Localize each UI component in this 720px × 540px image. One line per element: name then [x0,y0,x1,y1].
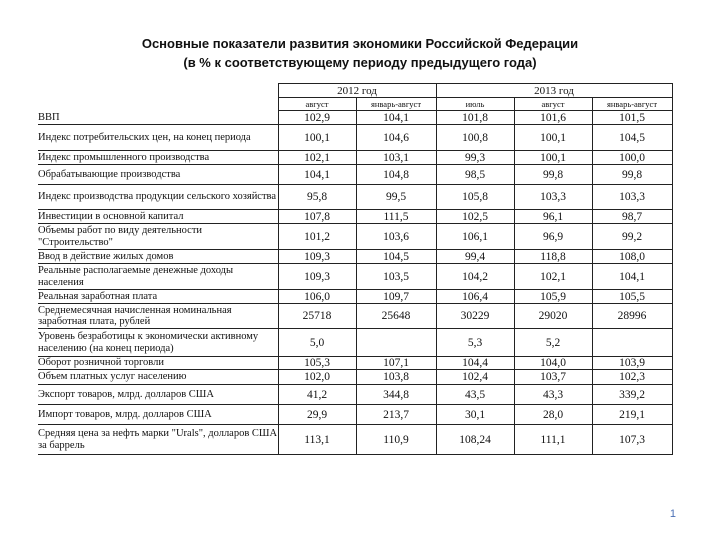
value-cell: 104,5 [592,125,672,151]
value-cell: 109,3 [278,250,356,264]
value-cell: 101,5 [592,111,672,125]
value-cell: 102,9 [278,111,356,125]
value-cell: 102,0 [278,370,356,385]
indicator-label: Реальные располагаемые денежные доходы населения [38,264,278,290]
value-cell: 219,1 [592,405,672,425]
table-row [38,125,672,151]
value-cell: 104,1 [592,264,672,290]
value-cell: 106,4 [436,290,514,304]
value-cell: 105,5 [592,290,672,304]
table-row [38,385,672,405]
value-cell: 102,1 [514,264,592,290]
value-cell: 103,6 [356,224,436,250]
value-cell: 41,2 [278,385,356,405]
value-cell: 5,2 [514,329,592,357]
value-cell: 96,1 [514,210,592,224]
indicator-label: Импорт товаров, млрд. долларов США [38,405,278,425]
page-number: 1 [669,508,676,520]
value-cell: 100,1 [514,151,592,165]
value-cell: 98,5 [436,165,514,185]
table-row [38,111,672,125]
value-cell: 102,3 [592,370,672,385]
table-row [38,264,672,290]
value-cell: 99,2 [592,224,672,250]
indicator-label: Экспорт товаров, млрд. долларов США [38,385,278,405]
indicator-label: Ввод в действие жилых домов [38,250,278,264]
value-cell: 5,3 [436,329,514,357]
indicator-label: Оборот розничной торговли [38,357,278,370]
title-line-2: (в % к соответствующему периоду предыдущего года) [183,55,537,70]
indicator-label: Реальная заработная плата [38,290,278,304]
value-cell: 104,4 [436,357,514,370]
value-cell [356,329,436,357]
table-row [38,357,672,370]
value-cell: 109,3 [278,264,356,290]
table-row [38,304,672,329]
value-cell: 102,4 [436,370,514,385]
value-cell: 113,1 [278,425,356,455]
value-cell: 104,5 [356,250,436,264]
indicator-label: Индекс потребительских цен, на конец периода [38,125,278,151]
value-cell: 102,1 [278,151,356,165]
indicator-label: Объемы работ по виду деятельности "Строительство" [38,224,278,250]
value-cell: 106,0 [278,290,356,304]
value-cell: 105,3 [278,357,356,370]
value-cell: 103,3 [514,185,592,210]
value-cell: 339,2 [592,385,672,405]
year-2013-header: 2013 год [436,84,672,98]
value-cell: 28,0 [514,405,592,425]
period-header: июль [436,98,514,111]
value-cell [592,329,672,357]
indicator-label: Индекс промышленного производства [38,151,278,165]
value-cell: 29,9 [278,405,356,425]
table-row [38,405,672,425]
table-row [38,370,672,385]
indicator-label: Индекс производства продукции сельского хозяйства [38,185,278,210]
value-cell: 95,8 [278,185,356,210]
value-cell: 103,1 [356,151,436,165]
value-cell: 107,8 [278,210,356,224]
header-corner-sub [38,98,278,111]
table-row [38,250,672,264]
table-row [38,151,672,165]
value-cell: 104,1 [356,111,436,125]
value-cell: 99,3 [436,151,514,165]
table-row [38,425,672,455]
value-cell: 107,1 [356,357,436,370]
value-cell: 103,7 [514,370,592,385]
value-cell: 213,7 [356,405,436,425]
value-cell: 100,1 [278,125,356,151]
value-cell: 104,6 [356,125,436,151]
indicator-label: Среднемесячная начисленная номинальная заработная плата, рублей [38,304,278,329]
value-cell: 29020 [514,304,592,329]
value-cell: 25718 [278,304,356,329]
value-cell: 100,1 [514,125,592,151]
indicator-label: Средняя цена за нефть марки "Urals", долларов США за баррель [38,425,278,455]
value-cell: 99,4 [436,250,514,264]
value-cell: 100,8 [436,125,514,151]
value-cell: 111,1 [514,425,592,455]
value-cell: 102,5 [436,210,514,224]
value-cell: 5,0 [278,329,356,357]
value-cell: 105,9 [514,290,592,304]
period-header: январь-август [356,98,436,111]
value-cell: 344,8 [356,385,436,405]
value-cell: 104,0 [514,357,592,370]
value-cell: 103,5 [356,264,436,290]
indicator-label: Объем платных услуг населению [38,370,278,385]
value-cell: 108,0 [592,250,672,264]
value-cell: 25648 [356,304,436,329]
value-cell: 28996 [592,304,672,329]
value-cell: 108,24 [436,425,514,455]
period-header: август [278,98,356,111]
value-cell: 30229 [436,304,514,329]
value-cell: 104,8 [356,165,436,185]
value-cell: 109,7 [356,290,436,304]
value-cell: 101,2 [278,224,356,250]
value-cell: 103,8 [356,370,436,385]
indicator-label: ВВП [38,111,278,125]
title-line-1: Основные показатели развития экономики Российской Федерации [141,36,579,51]
value-cell: 101,6 [514,111,592,125]
page-title [0,34,720,72]
indicator-label: Уровень безработицы к экономически активному населению (на конец периода) [38,329,278,357]
value-cell: 104,2 [436,264,514,290]
year-2012-header: 2012 год [278,84,436,98]
value-cell: 43,5 [436,385,514,405]
value-cell: 30,1 [436,405,514,425]
indicator-label: Обрабатывающие производства [38,165,278,185]
data-body [38,111,672,455]
value-cell: 99,5 [356,185,436,210]
header-corner [38,84,278,98]
value-cell: 101,8 [436,111,514,125]
value-cell: 106,1 [436,224,514,250]
indicator-label: Инвестиции в основной капитал [38,210,278,224]
value-cell: 111,5 [356,210,436,224]
value-cell: 107,3 [592,425,672,455]
period-header: январь-август [592,98,672,111]
value-cell: 104,1 [278,165,356,185]
table-row [38,165,672,185]
value-cell: 96,9 [514,224,592,250]
value-cell: 103,9 [592,357,672,370]
table-row [38,290,672,304]
value-cell: 110,9 [356,425,436,455]
indicators-table [38,83,673,455]
value-cell: 105,8 [436,185,514,210]
table-row [38,185,672,210]
value-cell: 118,8 [514,250,592,264]
table-row [38,210,672,224]
value-cell: 103,3 [592,185,672,210]
value-cell: 100,0 [592,151,672,165]
table-row [38,329,672,357]
table-row [38,224,672,250]
value-cell: 99,8 [514,165,592,185]
value-cell: 43,3 [514,385,592,405]
value-cell: 99,8 [592,165,672,185]
period-header: август [514,98,592,111]
value-cell: 98,7 [592,210,672,224]
